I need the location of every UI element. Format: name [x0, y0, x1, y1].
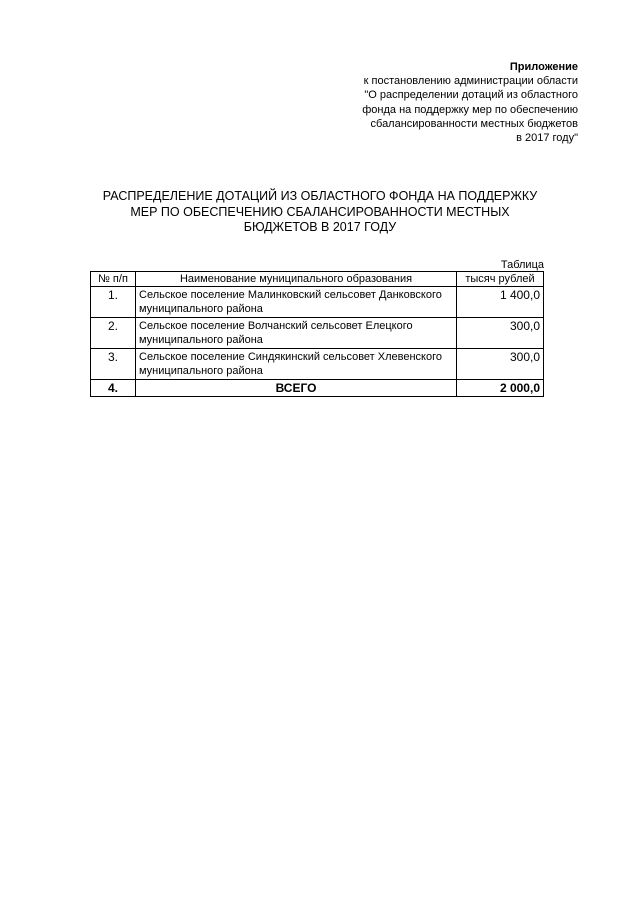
row-number: 1. [91, 287, 136, 318]
appendix-line: сбалансированности местных бюджетов [370, 117, 578, 130]
row-number: 3. [91, 349, 136, 380]
title-line: БЮДЖЕТОВ В 2017 ГОДУ [243, 220, 397, 234]
row-amount: 300,0 [457, 349, 544, 380]
row-number: 2. [91, 318, 136, 349]
header-amount: тысяч рублей [457, 272, 544, 287]
row-amount: 300,0 [457, 318, 544, 349]
document-title [60, 189, 580, 236]
table-row [91, 318, 544, 349]
appendix-line: в 2017 году" [516, 132, 578, 145]
table-header-row [91, 272, 544, 287]
header-number: № п/п [91, 272, 136, 287]
appendix-heading: Приложение [509, 61, 578, 73]
row-municipality: Сельское поселение Волчанский сельсовет Елецкого муниципального района [136, 318, 457, 349]
total-number: 4. [91, 380, 136, 397]
row-municipality: Сельское поселение Синдякинский сельсовет Хлевенского муниципального района [136, 349, 457, 380]
table-row [91, 349, 544, 380]
appendix-line: фонда на поддержку мер по обеспечению [362, 103, 578, 116]
distribution-table [90, 271, 544, 397]
total-row [91, 380, 544, 397]
appendix-block [278, 60, 578, 145]
row-amount: 1 400,0 [457, 287, 544, 318]
title-line: МЕР ПО ОБЕСПЕЧЕНИЮ СБАЛАНСИРОВАННОСТИ МЕСТНЫХ [130, 204, 510, 219]
row-municipality: Сельское поселение Малинковский сельсовет Данковского муниципального района [136, 287, 457, 318]
appendix-line: к постановлению администрации области [363, 75, 578, 88]
appendix-line: "О распределении дотаций из областного [364, 89, 578, 102]
total-amount: 2 000,0 [457, 380, 544, 397]
header-municipality: Наименование муниципального образования [136, 272, 457, 287]
table-row [91, 287, 544, 318]
table-label: Таблица [500, 259, 544, 271]
title-line: РАСПРЕДЕЛЕНИЕ ДОТАЦИЙ ИЗ ОБЛАСТНОГО ФОНДА НА ПОДДЕРЖКУ [102, 189, 538, 203]
total-label: ВСЕГО [136, 380, 457, 397]
